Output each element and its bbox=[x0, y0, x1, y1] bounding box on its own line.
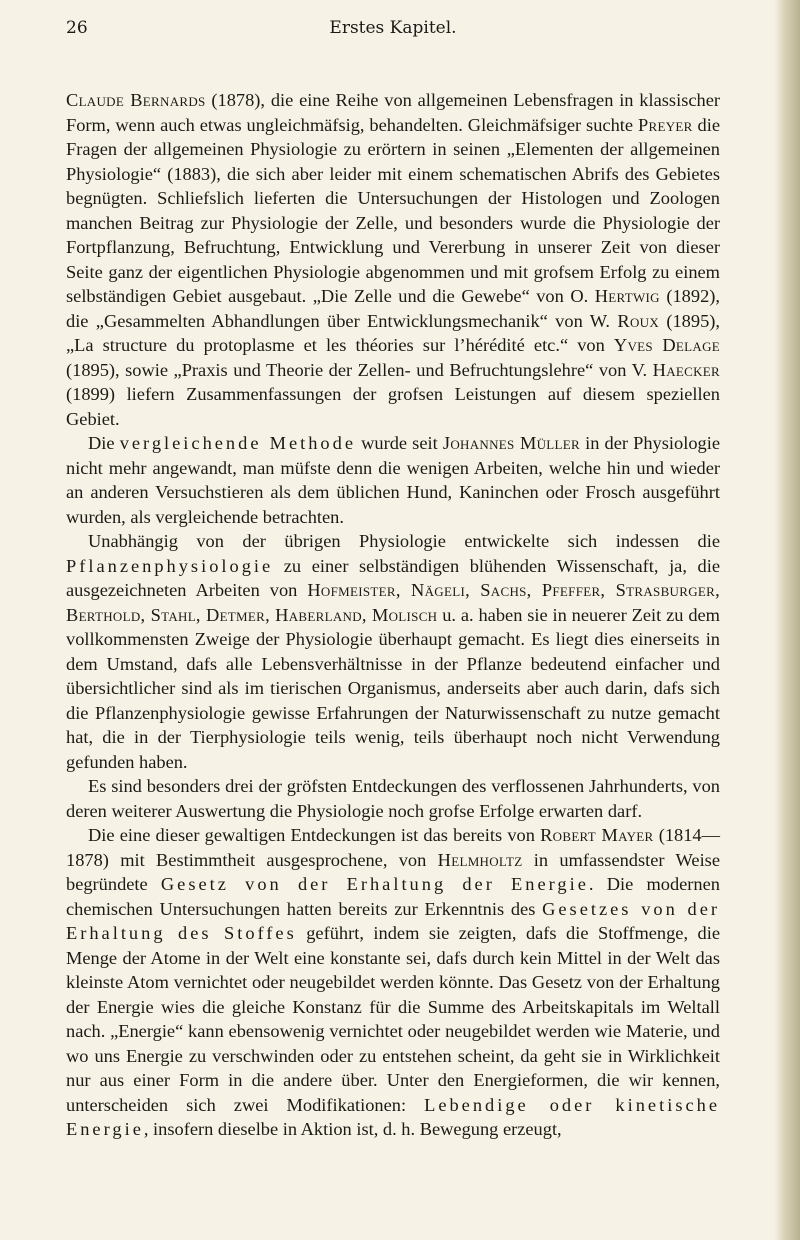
paragraph bbox=[66, 774, 720, 823]
text-run: (1814—1878) mit Bestimmtheit ausgesprochene, von bbox=[66, 825, 721, 870]
text-run: wurde seit bbox=[355, 433, 443, 453]
text-run: u. a. haben sie in neuerer Zeit zu dem vollkommensten Zweige der Physiologie überhaupt gemacht. Es liegt dies einerseits in dem Umstand, dafs alle Lebensverhältnisse in der Pflanze bedeutend einfacher und übersichtlicher sind als im tierischen Organismus, anderseits aber auch darin, dafs sich die Pflanzenphysiologie gewisse Erfahrungen der Naturwissenschaft zu nutze gemacht hat, die in der Tierphysiologie teils wenig, teils überhaupt noch nicht Verwendung gefunden haben. bbox=[66, 604, 720, 772]
text-run: in der Physiologie nicht mehr angewandt, man müfste denn die wenigen Arbeiten, welche hin und wieder an anderen Versuchstieren als dem üblichen Hund, Kaninchen oder Frosch ausgeführt wurden, als vergleichende betrachten. bbox=[66, 433, 720, 527]
author-name: Roux bbox=[617, 310, 660, 331]
author-name: Robert Mayer bbox=[540, 825, 654, 845]
running-head bbox=[66, 18, 720, 48]
text-run: die Fragen der allgemeinen Physiologie zu erörtern in seinen „Elementen der allgemeinen Physiologie“ (1883), die sich aber leider mit einem schematischen Abrifs des Gebietes begnügten. Schliefslich lieferten die Untersuchungen der Histologen und Zoologen manchen Beitrag zur Physiologie der Zelle, und besonders wurde die Physiologie der Fortpflanzung, Befruchtung, Entwicklung und Vererbung in unserer Zeit von dieser Seite ganz der eigentlichen Physiologie abgenommen und mit grofsem Erfolg zu einem selbständigen Gebiet ausgebaut. „Die Zelle und die Gewebe“ von O. bbox=[66, 114, 720, 306]
author-name: Helmholtz bbox=[437, 849, 523, 870]
author-name: Yves Delage bbox=[613, 335, 721, 355]
author-name: Johannes Müller bbox=[442, 433, 580, 453]
emphasized-term: vergleichende Methode bbox=[119, 433, 356, 453]
emphasized-term: Lebendige oder kinetische Energie bbox=[66, 1094, 720, 1139]
text-run: Die eine dieser gewaltigen Entdeckungen ist das bereits von bbox=[88, 825, 541, 845]
paragraph bbox=[66, 431, 720, 529]
author-name: Hertwig bbox=[594, 286, 660, 306]
text-run: geführt, indem sie zeigten, dafs die Stoffmenge, die Menge der Atome in der Welt eine konstante sei, dafs durch kein Mittel in der Welt das kleinste Atom vernichtet oder neugebildet werden könnte. Das Gesetz von der Erhaltung der Energie wies die gleiche Konstanz für die Summe des Arbeitskapitals im Weltall nach. „Energie“ kann ebensowenig vernichtet oder neugebildet werden wie Materie, und wo uns Energie zu verschwinden oder zu entstehen scheint, da geht sie in Wirklichkeit nur aus einer Form in die andere über. Unter den Energieformen, die wir kennen, unterscheiden sich zwei Modifikationen: bbox=[66, 923, 721, 1115]
paragraph bbox=[66, 823, 720, 1142]
text-run: (1892), die „Gesammelten Abhandlungen über Entwicklungsmechanik“ von W. bbox=[66, 286, 720, 331]
text-run: , insofern dieselbe in Aktion ist, d. h. Bewegung erzeugt, bbox=[143, 1119, 562, 1139]
chapter-title: Erstes Kapitel. bbox=[329, 18, 457, 38]
text-run: (1878), die eine Reihe von allgemeinen Lebensfragen in klassischer Form, wenn auch etwas ungleichmäfsig, behandelten. Gleichmäfsiger suchte bbox=[66, 90, 721, 135]
text-run: (1895), „La structure du protoplasme et les théories sur l’hérédité etc.“ von bbox=[66, 310, 720, 355]
page-number: 26 bbox=[66, 18, 88, 38]
emphasized-term: Pflanzenphysiologie bbox=[66, 555, 274, 576]
paragraph bbox=[66, 88, 720, 431]
emphasized-term: Gesetz von der Erhaltung der Energie bbox=[160, 874, 589, 894]
text-run: (1899) liefern Zusammenfassungen der grofsen Leistungen auf diesem speziellen Gebiet. bbox=[66, 384, 720, 429]
body-text bbox=[66, 88, 720, 1142]
text-run: zu einer selbständigen blühenden Wissenschaft, ja, die ausgezeichneten Arbeiten von bbox=[66, 555, 720, 600]
author-name: Preyer bbox=[637, 114, 693, 135]
book-page bbox=[66, 18, 720, 1142]
text-run: Es sind besonders drei der gröfsten Entdeckungen des verflossenen Jahrhunderts, von deren weiterer Auswertung die Physiologie noch grofse Erfolge erwarten darf. bbox=[66, 776, 720, 821]
text-run: (1895), sowie „Praxis und Theorie der Zellen- und Befruchtungslehre“ von V. bbox=[66, 359, 653, 380]
page-edge-shadow bbox=[774, 0, 800, 1240]
author-name: Hofmeister, Nägeli, Sachs, Pfeffer, Strasburger, Berthold, Stahl, Detmer, Haberland, Molisch bbox=[66, 580, 720, 625]
text-run: Unabhängig von der übrigen Physiologie entwickelte sich indessen die bbox=[88, 531, 720, 551]
author-name: Claude Bernards bbox=[66, 90, 206, 110]
text-run: in umfassendster Weise begründete bbox=[66, 849, 720, 894]
text-run: Die bbox=[88, 433, 120, 453]
emphasized-term: Gesetzes von der Erhaltung des Stoffes bbox=[66, 898, 720, 943]
paragraph bbox=[66, 529, 720, 774]
author-name: Haecker bbox=[652, 359, 720, 380]
text-run: . Die modernen chemischen Untersuchungen hatten bereits zur Erkenntnis des bbox=[66, 874, 720, 919]
